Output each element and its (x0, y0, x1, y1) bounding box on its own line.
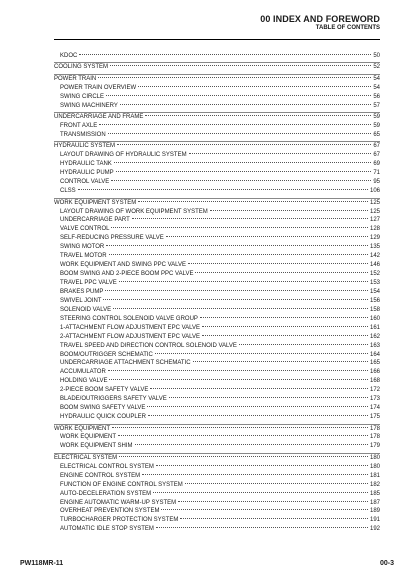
dot-leader (156, 465, 368, 466)
toc-entry-label: LAYOUT DRAWING OF WORK EQUIPMENT SYSTEM (60, 208, 208, 215)
toc-subentry[interactable] (54, 187, 380, 196)
toc-entry-label: TURBOCHARGER PROTECTION SYSTEM (60, 517, 179, 524)
dot-leader (161, 509, 368, 510)
toc-entry-label: HOLDING VALVE (60, 378, 108, 385)
toc-entry-label: BLADE/OUTRIGGERS SAFETY VALVE (60, 396, 167, 403)
toc-entry-label: SOLENOID VALVE (60, 306, 112, 313)
toc-subentry[interactable] (54, 306, 380, 315)
table-of-contents (54, 52, 380, 534)
toc-entry-label: WORK EQUIPMENT (54, 425, 111, 432)
dot-leader (113, 308, 368, 309)
toc-subentry[interactable] (54, 261, 380, 270)
dot-leader (135, 444, 368, 445)
toc-subentry[interactable] (54, 499, 380, 508)
dot-leader (79, 54, 371, 55)
toc-subentry[interactable] (54, 315, 380, 324)
dot-leader (111, 227, 368, 228)
dot-leader (166, 236, 368, 237)
toc-entry-label: ACCUMULATOR (60, 369, 106, 376)
toc-subentry[interactable] (54, 342, 380, 351)
toc-entry-label: 2-ATTACHMENT FLOW ADJUSTMENT EPC VALVE (60, 333, 201, 340)
toc-subentry[interactable] (54, 216, 380, 225)
toc-entry-page: 156 (369, 297, 380, 304)
toc-entry-page: 95 (373, 179, 380, 186)
toc-subentry[interactable] (54, 395, 380, 404)
toc-entry-page: 67 (373, 152, 380, 159)
toc-entry-page: 153 (369, 280, 380, 286)
toc-entry-page: 164 (369, 351, 380, 358)
toc-entry-label: BRAKES PUMP (60, 288, 104, 295)
toc-entry-page: 69 (373, 161, 380, 168)
toc-entry-page: 187 (369, 499, 380, 506)
dot-leader (145, 115, 371, 116)
page-subtitle: TABLE OF CONTENTS (315, 25, 380, 31)
dot-leader (108, 370, 368, 371)
toc-entry-page: 162 (369, 333, 380, 340)
toc-entry-page: 191 (369, 517, 380, 524)
toc-entry-label: 2-PIECE BOOM SAFETY VALVE (60, 387, 149, 394)
toc-entry-label: BOOM SWING SAFETY VALVE (60, 405, 146, 412)
toc-entry-label: FRONT AXLE (60, 123, 98, 130)
toc-entry-label: STEERING CONTROL SOLENOID VALVE GROUP (60, 315, 198, 322)
dot-leader (99, 124, 371, 125)
toc-subentry[interactable] (54, 442, 380, 451)
toc-entry-label: VALVE CONTROL (60, 226, 110, 233)
model-number: PW118MR-11 (20, 560, 64, 567)
toc-subentry[interactable] (54, 151, 380, 160)
toc-subentry[interactable] (54, 225, 380, 234)
toc-entry-label: ELECTRICAL CONTROL SYSTEM (60, 463, 154, 470)
toc-subentry[interactable] (54, 208, 380, 217)
toc-subentry[interactable] (54, 507, 380, 516)
toc-entry-label: LAYOUT DRAWING OF HYDRAULIC SYSTEM (60, 152, 187, 159)
toc-entry-page: 135 (369, 244, 380, 251)
toc-entry-label: UNDERCARRIAGE AND FRAME (54, 114, 144, 121)
toc-entry-page: 189 (369, 508, 380, 515)
dot-leader (189, 153, 372, 154)
toc-entry-label: AUTOMATIC IDLE STOP SYSTEM (60, 526, 154, 533)
toc-entry-label: POWER TRAIN (54, 75, 97, 82)
dot-leader (112, 427, 368, 428)
dot-leader (210, 210, 368, 211)
toc-entry-page: 152 (369, 271, 380, 278)
toc-entry-label: HYDRAULIC QUICK COUPLER (60, 414, 147, 421)
dot-leader (156, 527, 368, 528)
dot-leader (105, 290, 368, 291)
page-number: 00-3 (379, 560, 394, 567)
toc-entry-page: 179 (369, 443, 380, 450)
dot-leader (117, 144, 371, 145)
dot-leader (202, 326, 368, 327)
toc-entry-page: 161 (369, 324, 380, 331)
dot-leader (110, 65, 371, 66)
dot-leader (78, 189, 368, 190)
toc-entry-page: 67 (373, 143, 380, 150)
toc-section-entry[interactable] (54, 75, 380, 84)
dot-leader (120, 104, 371, 105)
toc-entry-page: 178 (369, 434, 380, 441)
toc-subentry[interactable] (54, 288, 380, 297)
toc-entry-label: WORK EQUIPMENT AND SWING PPC VALVE (60, 262, 187, 269)
toc-entry-label: TRAVEL MOTOR (60, 253, 107, 260)
toc-entry-label: FUNCTION OF ENGINE CONTROL SYSTEM (60, 481, 183, 488)
toc-entry-page: 178 (369, 425, 380, 432)
dot-leader (108, 133, 372, 134)
toc-subentry[interactable] (54, 490, 380, 499)
toc-entry-label: SWING MACHINERY (60, 102, 118, 109)
toc-entry-label: ELECTRICAL SYSTEM (54, 454, 118, 461)
dot-leader (185, 483, 368, 484)
toc-entry-label: ENGINE CONTROL SYSTEM (60, 472, 141, 479)
toc-entry-page: 71 (373, 170, 380, 177)
toc-entry-page: 54 (373, 75, 380, 82)
dot-leader (98, 77, 371, 78)
toc-entry-label: BOOM SWING AND 2-PIECE BOOM PPC VALVE (60, 271, 194, 278)
toc-subentry[interactable] (54, 234, 380, 243)
toc-entry-label: BOOM/OUTRIGGER SCHEMATIC (60, 351, 153, 358)
toc-entry-label: WORK EQUIPMENT (60, 434, 117, 441)
toc-entry-label: 1-ATTACHMENT FLOW ADJUSTMENT EPC VALVE (60, 324, 201, 331)
dot-leader (138, 86, 371, 87)
toc-entry-label: HYDRAULIC SYSTEM (54, 143, 116, 150)
toc-subentry[interactable] (54, 516, 380, 525)
dot-leader (142, 474, 368, 475)
toc-entry-label: ENGINE AUTOMATIC WARM-UP SYSTEM (60, 499, 177, 506)
dot-leader (106, 95, 371, 96)
dot-leader (153, 492, 368, 493)
dot-leader (178, 501, 368, 502)
toc-subentry[interactable] (54, 169, 380, 178)
dot-leader (114, 162, 372, 163)
dot-leader (103, 299, 368, 300)
dot-leader (138, 201, 368, 202)
toc-entry-label: HYDRAULIC PUMP (60, 170, 114, 177)
toc-subentry[interactable] (54, 122, 380, 131)
toc-entry-page: 160 (369, 315, 380, 322)
header-divider (54, 39, 380, 40)
toc-subentry[interactable] (54, 279, 380, 288)
toc-entry-page: 181 (369, 472, 380, 479)
toc-entry-label: POWER TRAIN OVERVIEW (60, 84, 137, 91)
toc-entry-page: 173 (369, 396, 380, 403)
toc-subentry[interactable] (54, 297, 380, 306)
toc-subentry[interactable] (54, 359, 380, 368)
toc-subentry[interactable] (54, 404, 380, 413)
toc-entry-page: 106 (369, 188, 380, 195)
toc-subentry[interactable] (54, 131, 380, 140)
toc-entry-page: 59 (373, 123, 380, 130)
dot-leader (119, 456, 368, 457)
toc-entry-page: 174 (369, 405, 380, 412)
toc-entry-label: SELF-REDUCING PRESSURE VALVE (60, 235, 164, 242)
toc-section-entry[interactable] (54, 113, 380, 122)
toc-subentry[interactable] (54, 351, 380, 360)
dot-leader (132, 218, 368, 219)
toc-entry-page: 57 (373, 102, 380, 109)
toc-subentry[interactable] (54, 368, 380, 377)
toc-entry-page: 168 (369, 378, 380, 385)
toc-subentry[interactable] (54, 178, 380, 187)
toc-section-entry[interactable] (54, 425, 380, 434)
toc-entry-page: 59 (373, 114, 380, 121)
toc-entry-page: 172 (369, 387, 380, 394)
dot-leader (150, 388, 368, 389)
toc-subentry[interactable] (54, 324, 380, 333)
page-title: 00 INDEX AND FOREWORD (260, 14, 380, 24)
toc-subentry[interactable] (54, 463, 380, 472)
toc-entry-page: 180 (369, 454, 380, 461)
toc-section-entry[interactable] (54, 199, 380, 208)
dot-leader (169, 397, 368, 398)
toc-entry-page: 146 (369, 262, 380, 269)
dot-leader (111, 180, 371, 181)
toc-entry-page: 56 (373, 93, 380, 100)
toc-entry-label: CONTROL VALVE (60, 179, 110, 186)
dot-leader (106, 245, 368, 246)
toc-entry-label: OVERHEAT PREVENTION SYSTEM (60, 508, 160, 515)
toc-entry-page: 50 (373, 53, 380, 59)
toc-entry-label: HYDRAULIC TANK (60, 161, 112, 168)
dot-leader (188, 263, 368, 264)
toc-subentry[interactable] (54, 243, 380, 252)
toc-subentry[interactable] (54, 252, 380, 261)
toc-entry-page: 166 (369, 369, 380, 376)
dot-leader (193, 361, 368, 362)
toc-subentry[interactable] (54, 270, 380, 279)
toc-entry-label: CLSS (60, 188, 76, 195)
dot-leader (109, 379, 368, 380)
toc-subentry[interactable] (54, 84, 380, 93)
dot-leader (200, 317, 368, 318)
dot-leader (180, 518, 368, 519)
toc-entry-page: 165 (369, 360, 380, 367)
toc-entry-label: UNDERCARRIAGE PART (60, 217, 130, 224)
toc-subentry[interactable] (54, 160, 380, 169)
dot-leader (109, 254, 368, 255)
toc-entry-page: 129 (369, 235, 380, 242)
toc-entry-label: TRAVEL PPC VALVE (60, 280, 117, 286)
toc-entry-page: 163 (369, 342, 380, 349)
toc-entry-page: 125 (369, 208, 380, 215)
dot-leader (118, 435, 368, 436)
toc-entry-page: 65 (373, 132, 380, 138)
toc-entry-page: 127 (369, 217, 380, 224)
toc-entry-page: 54 (373, 84, 380, 91)
toc-subentry[interactable] (54, 93, 380, 102)
dot-leader (148, 415, 368, 416)
dot-leader (195, 272, 368, 273)
toc-entry-label: WORK EQUIPMENT SHIM (60, 443, 133, 450)
toc-subentry[interactable] (54, 333, 380, 342)
dot-leader (155, 353, 368, 354)
toc-entry-page: 175 (369, 414, 380, 421)
toc-entry-page: 192 (369, 526, 380, 533)
toc-subentry[interactable] (54, 481, 380, 490)
toc-entry-label: SWIVEL JOINT (60, 297, 102, 304)
toc-subentry[interactable] (54, 52, 380, 61)
toc-section-entry[interactable] (54, 142, 380, 151)
toc-entry-label: SWING MOTOR (60, 244, 105, 251)
dot-leader (116, 171, 372, 172)
toc-entry-label: TRAVEL SPEED AND DIRECTION CONTROL SOLENOID VALVE (60, 342, 237, 349)
dot-leader (119, 281, 368, 282)
toc-subentry[interactable] (54, 472, 380, 481)
toc-entry-label: SWING CIRCLE (60, 93, 105, 100)
toc-entry-page: 154 (369, 288, 380, 295)
toc-section-entry[interactable] (54, 454, 380, 463)
toc-subentry[interactable] (54, 102, 380, 111)
dot-leader (147, 406, 368, 407)
toc-subentry[interactable] (54, 433, 380, 442)
toc-entry-page: 182 (369, 481, 380, 488)
toc-entry-label: WORK EQUIPMENT SYSTEM (54, 199, 137, 206)
toc-entry-label: AUTO-DECELERATION SYSTEM (60, 490, 152, 497)
toc-section-entry[interactable] (54, 63, 380, 72)
toc-entry-label: KDOC (60, 53, 78, 59)
toc-subentry[interactable] (54, 525, 380, 534)
toc-entry-page: 128 (369, 226, 380, 233)
toc-entry-page: 142 (369, 253, 380, 260)
toc-subentry[interactable] (54, 377, 380, 386)
toc-entry-page: 52 (373, 64, 380, 71)
dot-leader (202, 335, 368, 336)
toc-entry-page: 180 (369, 463, 380, 470)
toc-entry-page: 125 (369, 199, 380, 206)
toc-entry-label: TRANSMISSION (60, 132, 106, 138)
toc-entry-page: 185 (369, 490, 380, 497)
toc-entry-label: UNDERCARRIAGE ATTACHMENT SCHEMATIC (60, 360, 191, 367)
toc-subentry[interactable] (54, 413, 380, 422)
page-header (260, 14, 380, 31)
dot-leader (239, 344, 368, 345)
toc-entry-page: 158 (369, 306, 380, 313)
toc-subentry[interactable] (54, 386, 380, 395)
toc-entry-label: COOLING SYSTEM (54, 64, 109, 71)
